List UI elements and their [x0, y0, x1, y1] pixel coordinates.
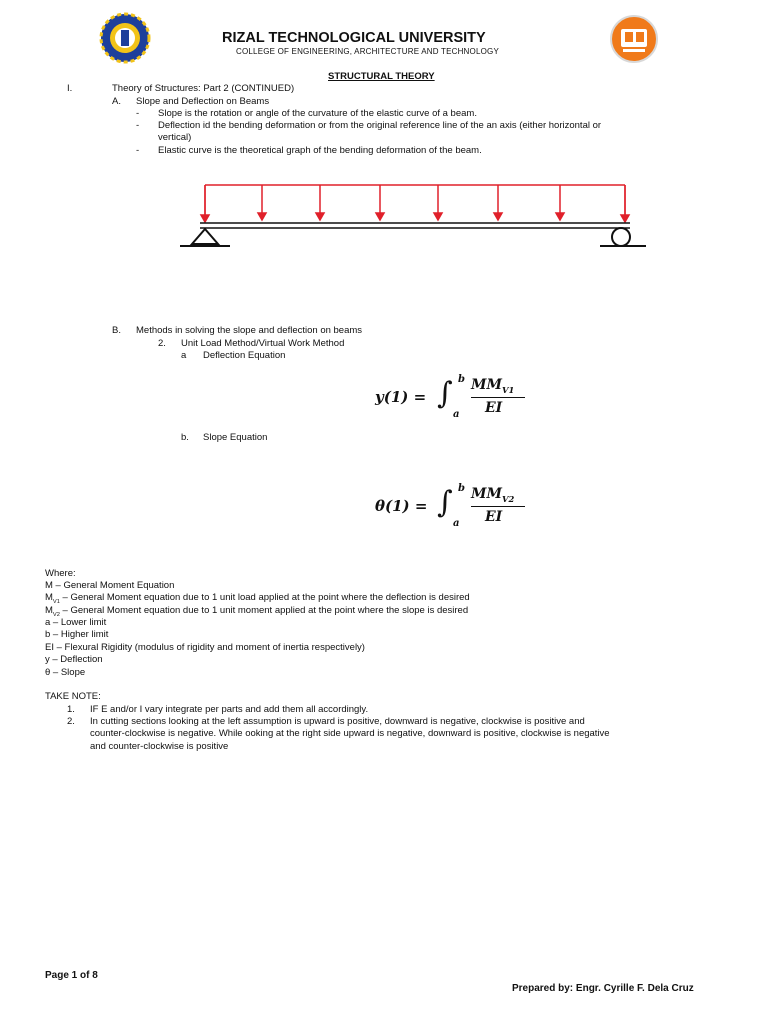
section-a-letter: A. [112, 96, 121, 107]
note-title: TAKE NOTE: [45, 691, 101, 702]
where-ei: EI – Flexural Rigidity (modulus of rigidity and moment of inertia respectively) [45, 642, 365, 653]
subitem-b-title: Slope Equation [203, 432, 268, 443]
fraction-bar [471, 397, 525, 398]
upper-limit: b [458, 374, 465, 385]
where-title: Where: [45, 568, 76, 579]
integral-symbol: ∫ [437, 376, 453, 411]
roman-numeral: I. [67, 83, 73, 94]
note-text-2b: counter-clockwise is negative. While ooking at the right side upward is negative, downward is positive, clockwise is negative [90, 728, 610, 739]
distributed-load [201, 185, 629, 222]
slope-numerator: $MM_{V2}$ [471, 486, 515, 504]
load-arrow [434, 185, 442, 220]
fraction-bar [471, 506, 525, 507]
load-arrow [258, 185, 266, 220]
section-title: STRUCTURAL THEORY [328, 71, 435, 82]
section-b-letter: B. [112, 325, 121, 336]
section-b-title: Methods in solving the slope and deflection on beams [136, 325, 363, 336]
load-arrow [621, 185, 629, 222]
university-name: RIZAL TECHNOLOGICAL UNIVERSITY [222, 30, 486, 46]
bullet-dash: - [136, 108, 140, 119]
where-theta: θ – Slope [45, 667, 86, 678]
college-logo [608, 14, 660, 64]
bullet-dash: - [136, 145, 140, 156]
upper-limit: b [458, 483, 465, 494]
where-mv1: $M_{V1}$ – General Moment equation due to 1 unit load applied at the point where the deflection is desired [45, 592, 470, 605]
note-text-1: IF E and/or I vary integrate per parts and add them all accordingly. [90, 704, 369, 715]
where-b: b – Higher limit [45, 629, 109, 640]
where-a: a – Lower limit [45, 617, 107, 628]
pin-support [180, 229, 230, 246]
slope-denominator: EI [485, 509, 503, 525]
part-title: Theory of Structures: Part 2 (CONTINUED) [112, 83, 295, 94]
where-y: y – Deflection [45, 654, 103, 665]
page-number: Page 1 of 8 [45, 970, 98, 981]
section-a-title: Slope and Deflection on Beams [136, 96, 270, 107]
lower-limit: a [453, 518, 460, 529]
deflection-denominator: EI [485, 400, 503, 416]
rtu-seal-logo [94, 12, 156, 64]
slope-equation [375, 483, 535, 533]
deflection-numerator: $MM_{V1}$ [471, 377, 515, 395]
bullet-dash: - [136, 120, 140, 131]
note-text-2a: In cutting sections looking at the left assumption is upward is positive, downward is negative, clockwise is positive and [90, 716, 585, 727]
note-num-1: 1. [67, 704, 75, 715]
load-arrow [316, 185, 324, 220]
method-title: Unit Load Method/Virtual Work Method [181, 338, 345, 349]
beam [200, 223, 630, 228]
prepared-by: Prepared by: Engr. Cyrille F. Dela Cruz [512, 983, 694, 994]
load-arrow [376, 185, 384, 220]
lower-limit: a [453, 409, 460, 420]
roller-support [600, 228, 646, 246]
subitem-b-letter: b. [181, 432, 189, 443]
where-mv2: $M_{V2}$ – General Moment equation due to 1 unit moment applied at the point where the slope is desired [45, 605, 469, 618]
bullet-deflection-cont: vertical) [158, 132, 192, 143]
slope-lhs: θ(1) = [375, 497, 428, 515]
load-arrow [494, 185, 502, 220]
load-arrow [201, 185, 209, 222]
deflection-lhs: y(1) = [375, 388, 427, 406]
beam-diagram [180, 180, 650, 252]
subitem-a-letter: a [181, 350, 187, 361]
bullet-deflection: Deflection id the bending deformation or from the original reference line of the an axis (either horizontal or [158, 120, 602, 131]
subitem-a-title: Deflection Equation [203, 350, 286, 361]
integral-symbol: ∫ [437, 485, 453, 520]
load-arrow [556, 185, 564, 220]
bullet-elastic-curve: Elastic curve is the theoretical graph of the bending deformation of the beam. [158, 145, 482, 156]
method-number: 2. [158, 338, 166, 349]
college-name: COLLEGE OF ENGINEERING, ARCHITECTURE AND TECHNOLOGY [236, 47, 499, 56]
bullet-slope: Slope is the rotation or angle of the curvature of the elastic curve of a beam. [158, 108, 477, 119]
deflection-equation [375, 374, 535, 424]
note-text-2c: and counter-clockwise is positive [90, 741, 229, 752]
note-num-2: 2. [67, 716, 75, 727]
where-m: M – General Moment Equation [45, 580, 175, 591]
